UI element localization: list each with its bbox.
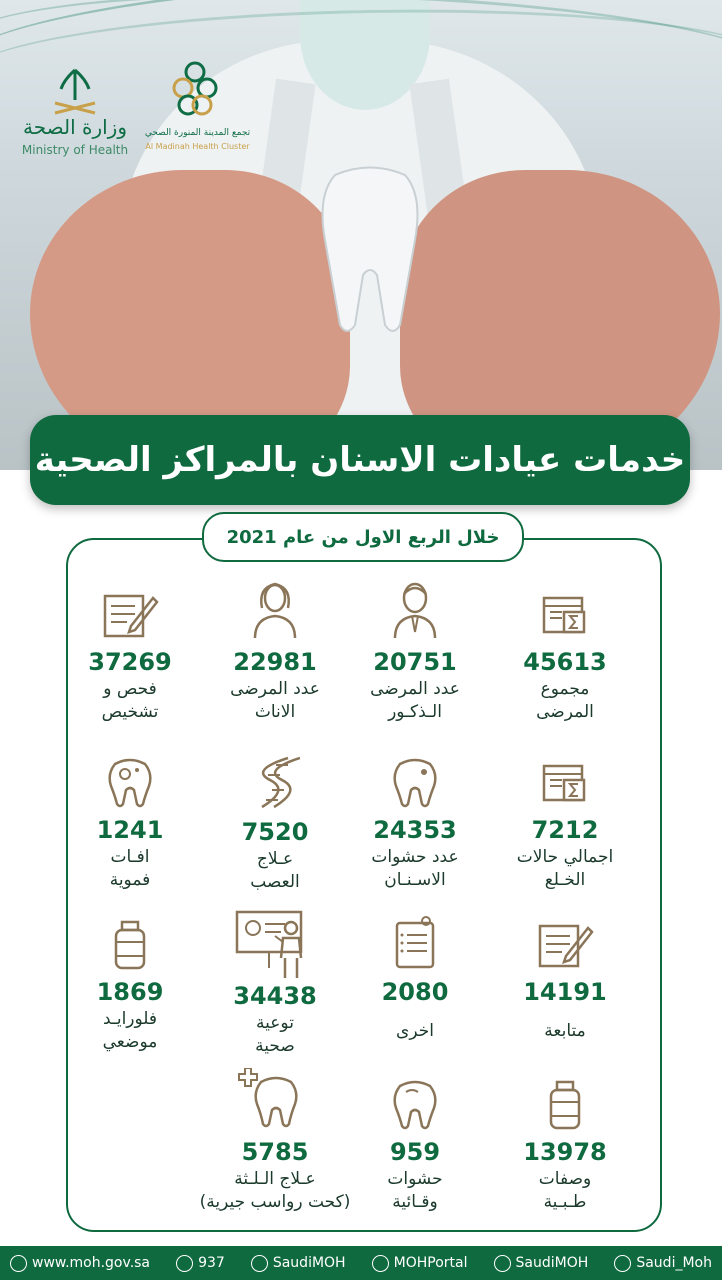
dna-icon bbox=[250, 755, 300, 810]
footer-phone-text: 937 bbox=[198, 1255, 225, 1271]
stat-value: 37269 bbox=[88, 648, 172, 676]
stat-root-canal bbox=[205, 755, 345, 894]
stat-prescriptions bbox=[495, 1080, 635, 1214]
stat-label: اجمالي حالات الخـلع bbox=[516, 847, 614, 890]
stat-fluoride bbox=[60, 920, 200, 1054]
footer-twitter[interactable] bbox=[251, 1255, 346, 1272]
sum-icon bbox=[540, 758, 590, 808]
stat-gum-treatment bbox=[190, 1068, 360, 1214]
clipboard-icon bbox=[392, 915, 438, 970]
stat-followup bbox=[495, 920, 635, 1043]
tooth-decay-icon bbox=[107, 758, 153, 808]
stat-value: 45613 bbox=[523, 648, 607, 676]
stat-value: 14191 bbox=[523, 978, 607, 1006]
stat-label: عـلاج الـلـثة (كحت رواسب جيرية) bbox=[199, 1169, 351, 1212]
notepad-icon bbox=[101, 590, 159, 640]
stat-label: عدد المرضى الاناث bbox=[230, 679, 320, 722]
logos bbox=[15, 60, 265, 165]
bottle-icon bbox=[113, 920, 147, 970]
footer-website-text: www.moh.gov.sa bbox=[32, 1255, 151, 1271]
sum-icon bbox=[540, 590, 590, 640]
stat-label: عـلاج العصب bbox=[250, 849, 300, 892]
moh-logo-arabic: وزارة الصحة bbox=[23, 115, 127, 139]
facebook-icon bbox=[494, 1255, 511, 1272]
stat-label: متابعة bbox=[544, 1021, 586, 1041]
stat-label: فلورايـد موضعي bbox=[102, 1009, 158, 1052]
stat-female-patients bbox=[205, 580, 345, 724]
notepad-icon bbox=[536, 920, 594, 970]
stat-label: عدد المرضى الـذكـور bbox=[370, 679, 460, 722]
footer-website[interactable] bbox=[10, 1255, 150, 1272]
stat-value: 1869 bbox=[96, 978, 164, 1006]
stat-label: عدد حشوات الاسـنـان bbox=[371, 847, 459, 890]
hero-photo bbox=[0, 0, 722, 470]
stat-label: افـات فموية bbox=[109, 847, 151, 890]
stat-value: 5785 bbox=[241, 1138, 309, 1166]
female-icon bbox=[250, 580, 300, 640]
cluster-logo-arabic: تجمع المدينة المنورة الصحي bbox=[144, 128, 251, 138]
phone-icon bbox=[176, 1255, 193, 1272]
twitter-icon bbox=[251, 1255, 268, 1272]
snapchat-icon bbox=[614, 1255, 631, 1272]
stat-value: 959 bbox=[389, 1138, 441, 1166]
stat-value: 22981 bbox=[233, 648, 317, 676]
stat-preventive-fillings bbox=[345, 1080, 485, 1214]
youtube-icon bbox=[372, 1255, 389, 1272]
stat-value: 34438 bbox=[233, 982, 317, 1010]
stat-value: 20751 bbox=[373, 648, 457, 676]
cluster-flower-logo-icon bbox=[170, 60, 220, 130]
stat-value: 1241 bbox=[96, 816, 164, 844]
stat-value: 13978 bbox=[523, 1138, 607, 1166]
footer-facebook[interactable] bbox=[494, 1255, 589, 1272]
stat-label: حشوات وقـائية bbox=[387, 1169, 443, 1212]
stat-total-patients bbox=[495, 590, 635, 724]
page-subtitle: خلال الربع الاول من عام 2021 bbox=[226, 526, 500, 548]
stat-extractions bbox=[495, 758, 635, 892]
bottle-icon bbox=[548, 1080, 582, 1130]
footer-snapchat[interactable] bbox=[614, 1255, 712, 1272]
footer bbox=[0, 1246, 722, 1280]
stat-value: 24353 bbox=[373, 816, 457, 844]
stat-examination bbox=[60, 590, 200, 724]
footer-twitter-text: SaudiMOH bbox=[272, 1255, 346, 1271]
tooth-icon bbox=[392, 1080, 438, 1130]
male-icon bbox=[390, 580, 440, 640]
stat-other bbox=[345, 915, 485, 1043]
stat-oral-lesions bbox=[60, 758, 200, 892]
footer-phone[interactable] bbox=[176, 1255, 225, 1272]
stat-label: وصفات طـبـية bbox=[538, 1169, 592, 1212]
tooth-plus-icon bbox=[235, 1068, 305, 1130]
moh-logo-english: Ministry of Health bbox=[21, 143, 129, 157]
stat-male-patients bbox=[345, 580, 485, 724]
footer-youtube-text: MOHPortal bbox=[393, 1255, 468, 1271]
presenter-icon bbox=[235, 908, 315, 980]
stat-label: توعية صحية bbox=[255, 1013, 295, 1056]
stat-health-education bbox=[205, 908, 345, 1058]
stat-value: 7212 bbox=[531, 816, 599, 844]
moh-palm-logo-icon bbox=[45, 65, 105, 115]
stat-value: 2080 bbox=[381, 978, 449, 1006]
stat-fillings bbox=[345, 758, 485, 892]
subtitle-pill bbox=[202, 512, 524, 562]
footer-snapchat-text: Saudi_Moh bbox=[636, 1255, 712, 1271]
globe-icon bbox=[10, 1255, 27, 1272]
footer-facebook-text: SaudiMOH bbox=[515, 1255, 589, 1271]
stat-value: 7520 bbox=[241, 818, 309, 846]
stat-label: اخرى bbox=[396, 1021, 434, 1041]
stat-label: مجموع المرضى bbox=[536, 679, 594, 722]
stat-label: فحص و تشخيص bbox=[101, 679, 159, 722]
footer-youtube[interactable] bbox=[372, 1255, 468, 1272]
cluster-logo-english: Al Madinah Health Cluster bbox=[145, 142, 250, 151]
page-title: خدمات عيادات الاسنان بالمراكز الصحية bbox=[34, 440, 686, 480]
tooth-model-image bbox=[315, 165, 425, 340]
tooth-icon bbox=[392, 758, 438, 808]
title-banner bbox=[30, 415, 690, 505]
